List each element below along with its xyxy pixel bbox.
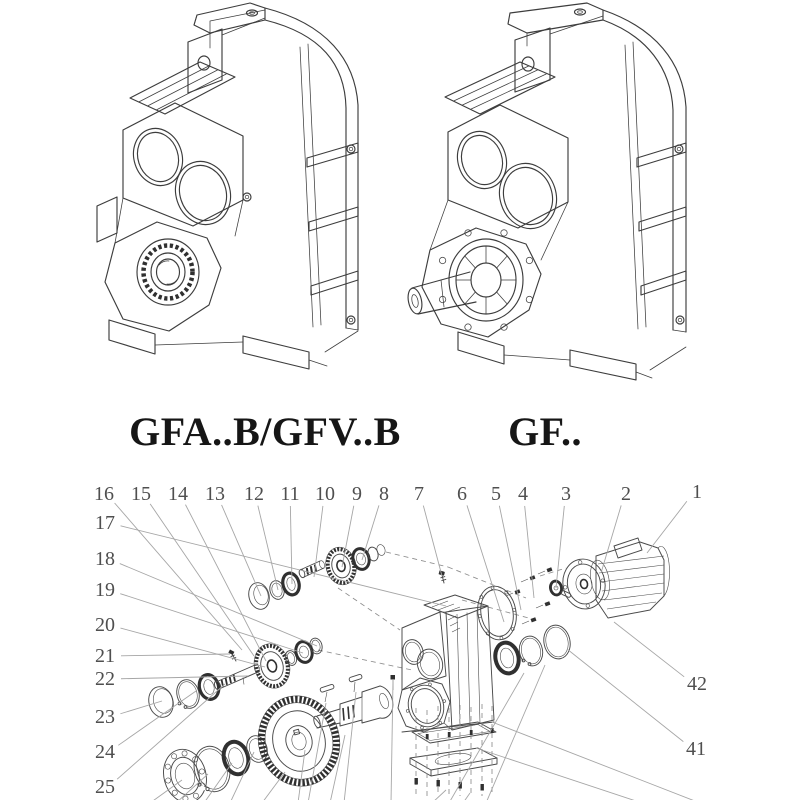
housing-outline-left <box>97 3 358 369</box>
input-shaft-assembly <box>246 544 386 612</box>
snap-ring-right <box>517 634 546 668</box>
callout-16: 16 <box>94 483 114 505</box>
callout-17: 17 <box>95 512 115 534</box>
callout-7: 7 <box>414 483 424 505</box>
leader-line-1 <box>647 501 687 553</box>
callout-42: 42 <box>687 673 707 695</box>
model-labels <box>0 408 800 460</box>
model-label-right: GF.. <box>508 409 582 454</box>
motor-flange-gasket <box>474 583 521 643</box>
cut-leader-line-12 <box>432 790 446 800</box>
output-gear <box>248 687 350 796</box>
input-oil-seal <box>280 571 301 596</box>
cut-leader-line-11 <box>463 793 470 800</box>
motor <box>559 538 670 618</box>
key-pin-2 <box>349 674 363 692</box>
callout-15: 15 <box>131 483 151 505</box>
output-shaft-solid <box>406 272 476 315</box>
callout-12: 12 <box>244 483 264 505</box>
leader-line-24 <box>118 691 196 745</box>
o-ring-right <box>541 623 574 662</box>
callouts-layer <box>94 481 707 800</box>
leader-line-19 <box>120 594 303 653</box>
leader-line-2 <box>601 505 621 573</box>
callout-25: 25 <box>95 776 115 798</box>
callout-14: 14 <box>168 483 188 505</box>
cut-leader-line-16 <box>476 748 642 800</box>
callout-3: 3 <box>561 483 571 505</box>
vent-screw <box>439 570 446 583</box>
callout-9: 9 <box>352 483 362 505</box>
leader-line-14 <box>185 505 266 661</box>
callout-24: 24 <box>95 741 115 763</box>
intermediate-pinion-shaft <box>213 664 261 691</box>
leader-line-7 <box>423 506 442 576</box>
cut-leader-line-9 <box>344 692 356 800</box>
housing-outline-right <box>406 3 686 380</box>
leader-line-6 <box>467 505 504 622</box>
motor-flange <box>559 556 609 613</box>
intermediate-gear <box>249 640 294 693</box>
callout-4: 4 <box>518 483 528 505</box>
callout-6: 6 <box>457 483 467 505</box>
intermediate-cap <box>145 684 176 720</box>
callout-21: 21 <box>95 645 115 667</box>
leader-line-13 <box>222 505 261 596</box>
leader-line-8 <box>362 505 379 560</box>
callout-5: 5 <box>491 483 501 505</box>
oil-seal-right <box>493 640 522 675</box>
key-pin-1 <box>320 684 335 702</box>
leader-line-21 <box>121 654 230 656</box>
gearbox-housing <box>398 595 494 732</box>
callout-13: 13 <box>205 483 225 505</box>
terminal-box <box>614 538 642 558</box>
cut-leader-line-4 <box>230 752 254 800</box>
exploded-parts-diagram <box>0 480 800 800</box>
leader-line-15 <box>150 504 254 656</box>
leader-line-10 <box>314 506 323 577</box>
cut-leader-line-15 <box>492 722 700 800</box>
model-label-left: GFA..B/GFV..B <box>129 409 401 454</box>
leader-line-25 <box>117 684 225 779</box>
callout-22: 22 <box>95 668 115 690</box>
housing-gasket <box>412 722 496 743</box>
bearing-face <box>137 239 199 305</box>
callout-1: 1 <box>692 481 702 503</box>
cut-leader-line-6 <box>298 750 305 800</box>
leader-line-18 <box>120 564 317 646</box>
leader-line-42 <box>614 622 684 677</box>
callout-19: 19 <box>95 579 115 601</box>
callout-2: 2 <box>621 483 631 505</box>
callout-20: 20 <box>95 614 115 636</box>
housing-cover <box>410 748 497 776</box>
callout-10: 10 <box>315 483 335 505</box>
callout-11: 11 <box>280 483 300 505</box>
callout-41: 41 <box>686 738 706 760</box>
leader-line-3 <box>556 506 564 588</box>
input-cap <box>246 580 272 611</box>
callout-18: 18 <box>95 548 115 570</box>
callout-23: 23 <box>95 706 115 728</box>
leader-line-12 <box>258 506 278 590</box>
leader-line-4 <box>525 506 534 598</box>
cut-leader-line-8 <box>308 703 326 800</box>
gearbox-drawing-left <box>95 0 395 400</box>
gearbox-drawing-right <box>400 0 720 400</box>
bearing-retainer <box>449 239 523 321</box>
cut-leader-line-5 <box>262 772 285 800</box>
callout-8: 8 <box>379 483 389 505</box>
